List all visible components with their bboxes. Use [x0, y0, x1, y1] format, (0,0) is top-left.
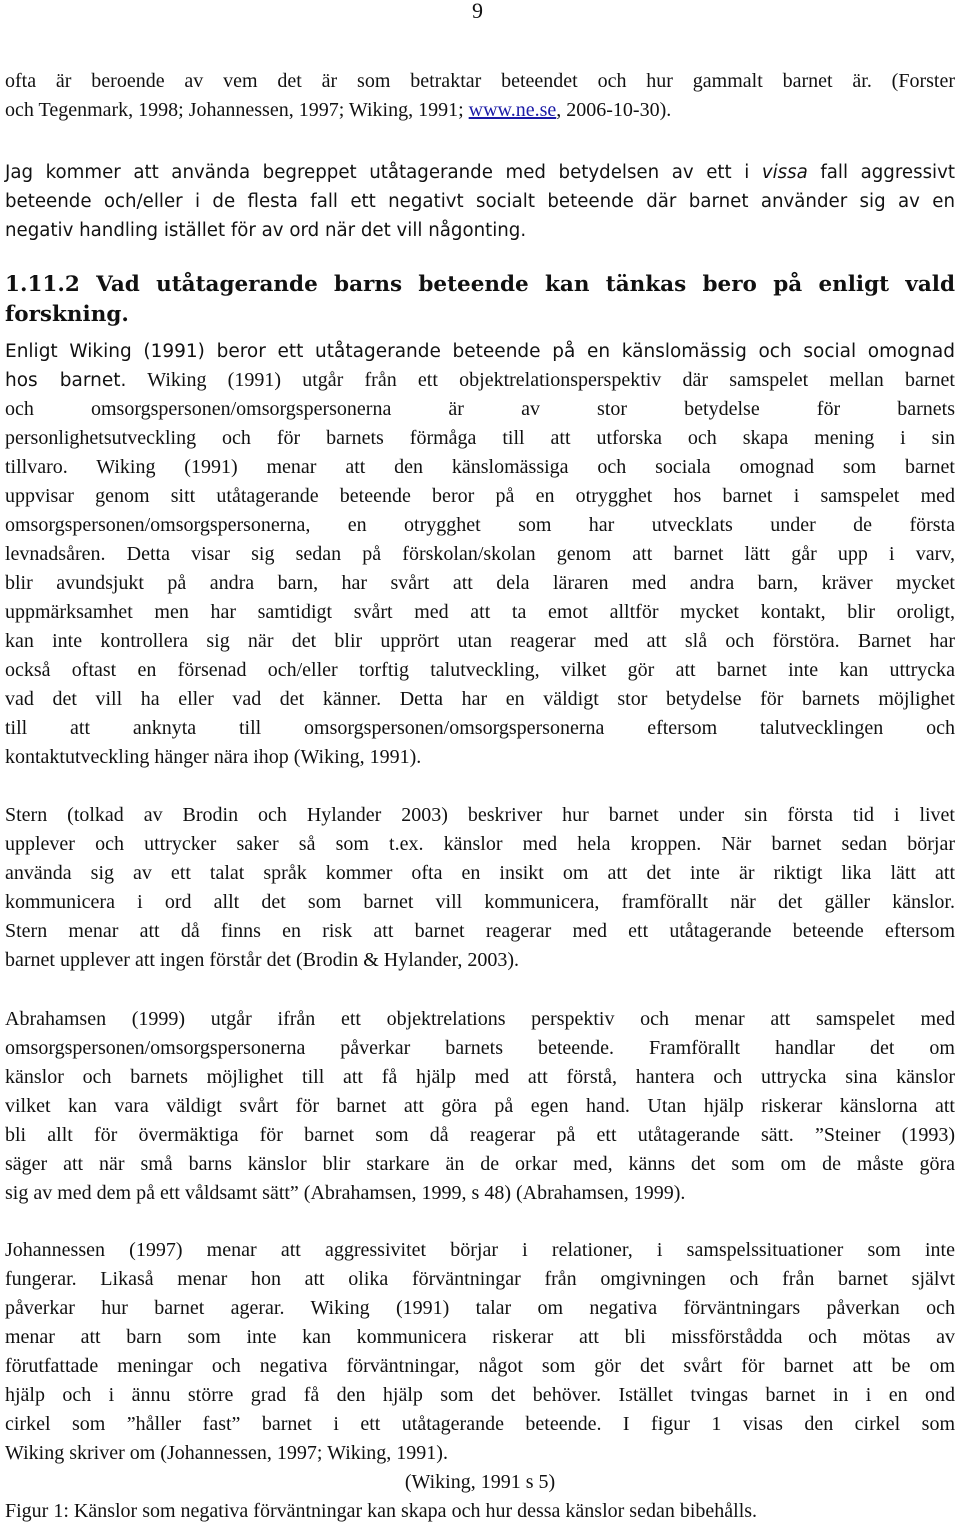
figure-source [5, 1468, 955, 1497]
wiking-paragraph [5, 337, 955, 772]
text-line: och omsorgspersonen/omsorgspersonerna är av stor betydelse för barnets [5, 398, 955, 420]
text-line: Wiking skriver om (Johannessen, 1997; Wiking, 1991). [5, 1442, 448, 1464]
text-line: påverkar hur barnet agerar. Wiking (1991) talar om negativa förväntningars påverkan och [5, 1297, 955, 1319]
johannessen-paragraph [5, 1236, 955, 1468]
text-line: kontaktutveckling hänger nära ihop (Wiking, 1991). [5, 746, 422, 768]
figure-caption [5, 1497, 955, 1526]
text-line: ofta är beroende av vem det är som betraktar beteendet och hur gammalt barnet är. (Forster [5, 70, 955, 92]
text-line: beteende och/eller i de flesta fall ett negativt socialt beteende där barnet använder sig av en [5, 191, 955, 212]
text-line: känslor och barnets möjlighet till att få hjälp med att förstå, hantera och uttrycka sina känslor [5, 1066, 955, 1088]
figure-caption-text: Figur 1: Känslor som negativa förväntningar kan skapa och hur dessa känslor sedan bibehålls. [5, 1500, 758, 1522]
text-line: kan inte kontrollera sig när det blir upprört utan reagerar med att slå och förstöra. Barnet har [5, 630, 955, 652]
text-line: blir avundsjukt på andra barn, har svårt att dela läraren med andra barn, kräver mycket [5, 572, 955, 594]
text-line: levnadsåren. Detta visar sig sedan på förskolan/skolan genom att barnet lätt går upp i varv, [5, 543, 955, 565]
definition-paragraph [5, 158, 955, 245]
text-line: upplever och uttrycker saker så som t.ex. känslor med hela kroppen. När barnet sedan börjar [5, 833, 955, 855]
text-line: uppmärksamhet men har samtidigt svårt med att ta emot alltför mycket kontakt, blir oroligt, [5, 601, 955, 623]
text-line: uppvisar genom sitt utåtagerande beteende beror på en otrygghet hos barnet i samspelet med [5, 485, 955, 507]
figure-source-text: (Wiking, 1991 s 5) [404, 1471, 556, 1493]
text-line: Stern menar att då finns en risk att barnet reagerar med ett utåtagerande beteende eftersom [5, 920, 955, 942]
text-line: kommunicera i ord allt det som barnet vill kommunicera, framförallt när det gäller känslor. [5, 891, 955, 913]
abrahamsen-paragraph [5, 1005, 955, 1208]
stern-paragraph [5, 801, 955, 975]
text-line: Johannessen (1997) menar att aggressivitet börjar i relationer, i samspelssituationer som inte [5, 1239, 955, 1261]
text-line: Stern (tolkad av Brodin och Hylander 2003) beskriver hur barnet under sin första tid i livet [5, 804, 955, 826]
text-line: vilket kan vara väldigt svårt för barnet att göra på egen hand. Utan hjälp riskerar känslorna att [5, 1095, 955, 1117]
heading-line: 1.11.2 Vad utåtagerande barns beteende kan tänkas bero på enligt vald [5, 272, 955, 297]
text-line: vad det vill ha eller vad det känner. Detta har en väldigt stor betydelse för barnets möjlighet [5, 688, 955, 710]
ne-se-link[interactable]: www.ne.se [468, 99, 557, 121]
text-line: fungerar. Likaså menar hon att olika förväntningar från omgivningen och från barnet självt [5, 1268, 955, 1290]
text-segment: och Tegenmark, 1998; Johannessen, 1997; Wiking, 1991; [5, 99, 469, 121]
text-segment: fall aggressivt [807, 162, 955, 183]
text-line: säger att när små barns känslor blir starkare än de orkar med, känns det som om de måste göra [5, 1153, 955, 1175]
text-line: cirkel som ”håller fast” barnet i ett utåtagerande beteende. I figur 1 visas den cirkel som [5, 1413, 955, 1435]
text-line: barnet upplever att ingen förstår det (Brodin & Hylander, 2003). [5, 949, 520, 971]
text-line: förutfattade meningar och negativa förväntningar, något som gör det svårt för barnet att be om [5, 1355, 955, 1377]
text-line: bli allt för övermäktiga för barnet som då reagerar på ett utåtagerande sätt. ”Steiner (1993) [5, 1124, 955, 1146]
heading-line: forskning. [5, 302, 129, 327]
text-line: tillvaro. Wiking (1991) menar att den känslomässiga och sociala omognad som barnet [5, 456, 955, 478]
text-segment: Wiking (1991) utgår från ett objektrelationsperspektiv där samspelet mellan barnet [126, 369, 955, 391]
text-line: till att anknyta till omsorgspersonen/omsorgspersonerna eftersom talutvecklingen och [5, 717, 955, 739]
text-segment: Jag kommer att använda begreppet utåtagerande med betydelsen av ett i [5, 162, 762, 183]
text-line: använda sig av ett talat språk kommer ofta en insikt om att det inte är riktigt lika lätt att [5, 862, 955, 884]
text-line: Enligt Wiking (1991) beror ett utåtagerande beteende på en känslomässig och social omognad [5, 341, 955, 362]
text-segment: hos barnet. [5, 370, 127, 391]
text-line [5, 158, 955, 187]
text-line [5, 366, 955, 395]
text-line: hjälp och i ännu större grad få den hjälp som det behöver. Istället tvingas barnet in i en ond [5, 1384, 955, 1406]
text-line: Abrahamsen (1999) utgår ifrån ett objektrelations perspektiv och menar att samspelet med [5, 1008, 955, 1030]
section-heading [5, 270, 955, 330]
text-line: sig av med dem på ett våldsamt sätt” (Abrahamsen, 1999, s 48) (Abrahamsen, 1999). [5, 1182, 686, 1204]
text-line: negativ handling istället för av ord när det vill någonting. [5, 220, 527, 241]
page-number: 9 [472, 0, 483, 23]
text-line: personlighetsutveckling och för barnets förmåga till att utforska och skapa mening i sin [5, 427, 955, 449]
text-line: omsorgspersonen/omsorgspersonerna, en otrygghet som har utvecklats under de första [5, 514, 955, 536]
intro-paragraph [5, 67, 955, 125]
text-line: också oftast en försenad och/eller torftig talutveckling, vilket gör att barnet inte kan uttrycka [5, 659, 955, 681]
text-segment: , 2006-10-30). [556, 99, 672, 121]
text-line: omsorgspersonen/omsorgspersonerna påverkar barnets beteende. Framförallt handlar det om [5, 1037, 955, 1059]
text-line: menar att barn som inte kan kommunicera riskerar att bli missförstådda och mötas av [5, 1326, 955, 1348]
emphasis-text: vissa [761, 162, 808, 183]
text-line [5, 96, 955, 125]
